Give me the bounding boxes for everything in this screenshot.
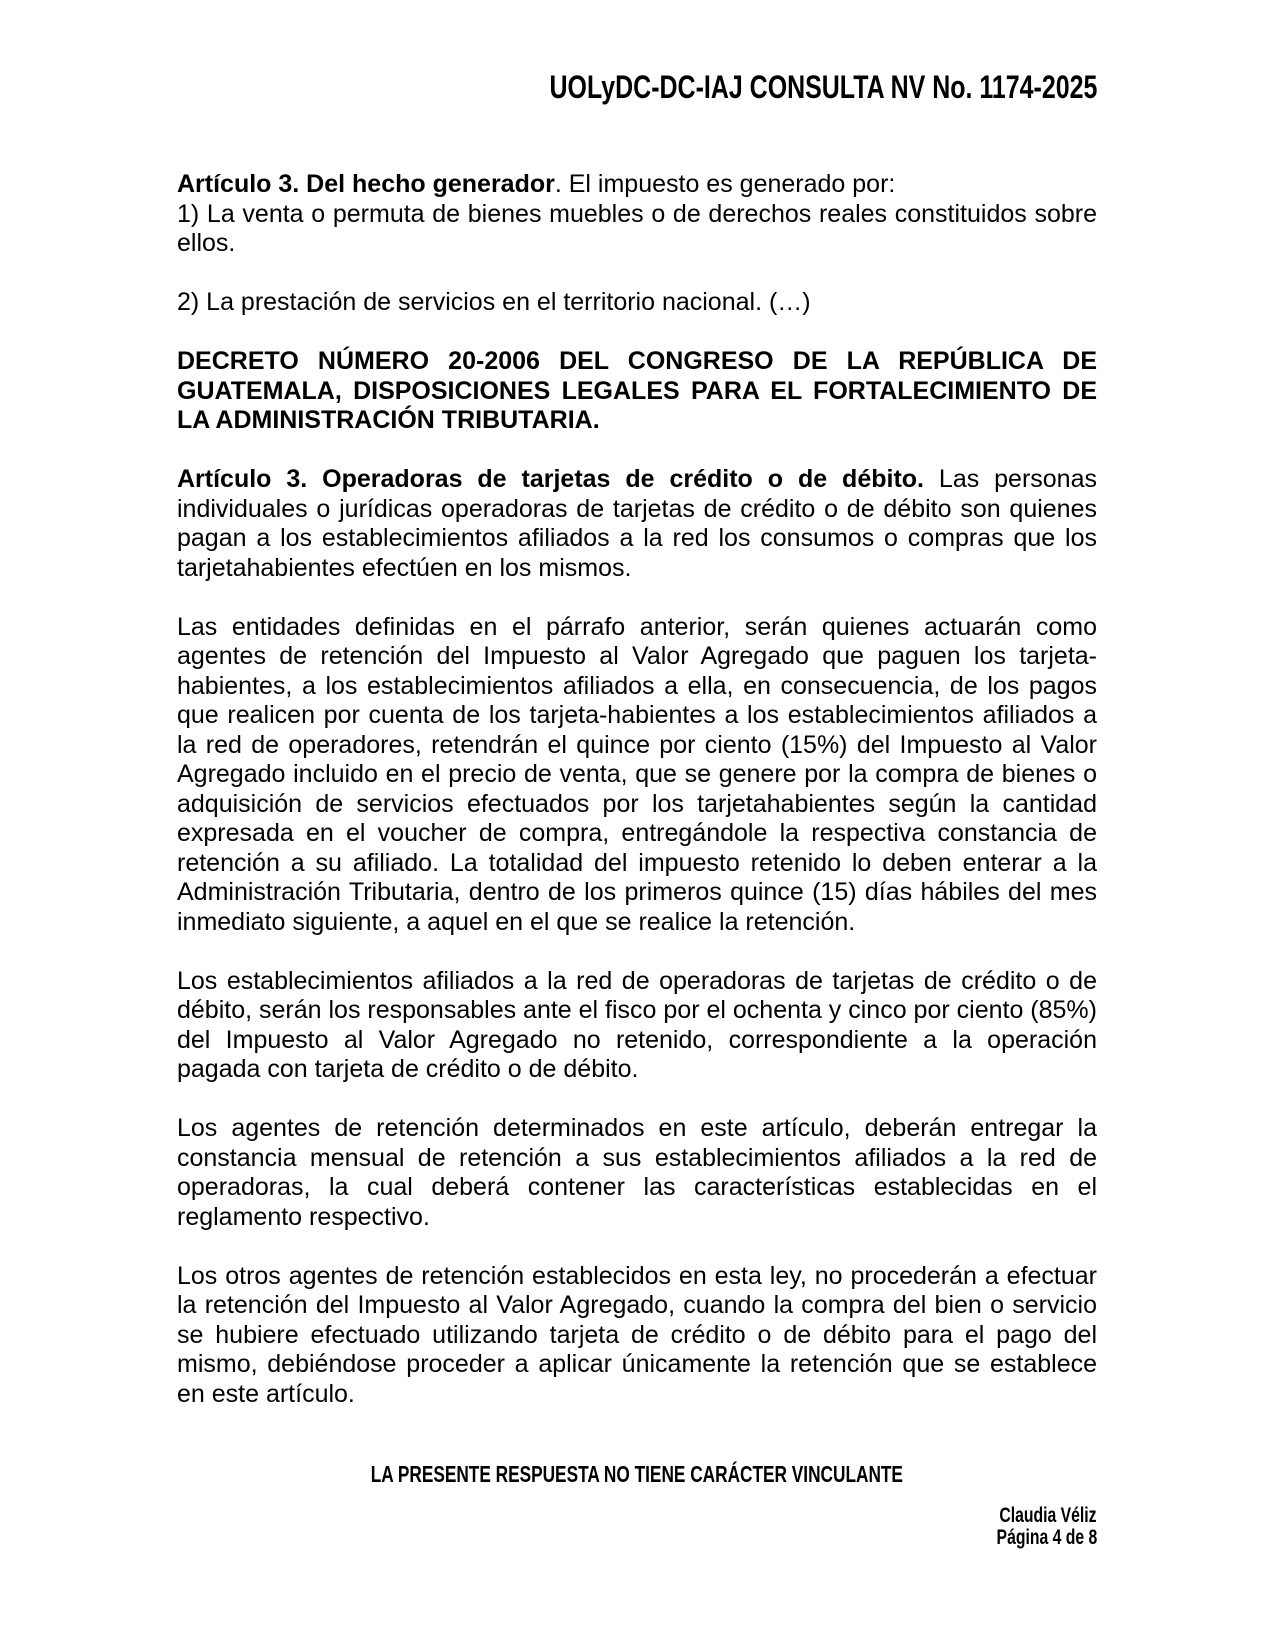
article-operadoras-title: Artículo 3. Operadoras de tarjetas de crédito o de débito. <box>177 465 924 493</box>
decree-heading: DECRETO NÚMERO 20-2006 DEL CONGRESO DE LA REPÚBLICA DE GUATEMALA, DISPOSICIONES LEGALES PARA EL FORTALECIMIENTO DE LA ADMINISTRACIÓN TRIBUTARIA. <box>177 347 1097 434</box>
list-item-1: 1) La venta o permuta de bienes muebles o de derechos reales constituidos sobre ellos. <box>177 199 1097 257</box>
signature-name: Claudia Véliz <box>999 1504 1097 1527</box>
footer-signature-block <box>177 1505 1097 1549</box>
footer-disclaimer <box>177 1462 1097 1487</box>
document-header <box>177 70 1097 104</box>
article-operadoras-paragraph <box>177 465 1097 583</box>
article-hecho-generador-heading <box>177 170 1097 200</box>
paragraph-otros-agentes: Los otros agentes de retención establecidos en esta ley, no procederán a efectuar la retención del Impuesto al Valor Agregado, cuando la compra del bien o servicio se hubiere efectuado utilizando tarjeta de crédito o de débito para el pago del mismo, debiéndose proceder a aplicar únicamente la retención que se establece en este artículo. <box>177 1261 1097 1408</box>
disclaimer-text: LA PRESENTE RESPUESTA NO TIENE CARÁCTER VINCULANTE <box>370 1461 904 1487</box>
article-hecho-generador-title: Artículo 3. Del hecho generador <box>177 170 555 198</box>
page-number: Página 4 de 8 <box>996 1526 1097 1549</box>
list-item-2: 2) La prestación de servicios en el territorio nacional. (…) <box>177 288 811 316</box>
article-hecho-generador-intro: . El impuesto es generado por: <box>554 170 896 198</box>
paragraph-establecimientos: Los establecimientos afiliados a la red de operadoras de tarjetas de crédito o de débito, serán los responsables ante el fisco por el ochenta y cinco por ciento (85%) del Impuesto al Valor Agregado no retenido, correspondiente a la operación pagada con tarjeta de crédito o de débito. <box>177 966 1097 1083</box>
paragraph-entidades: Las entidades definidas en el párrafo anterior, serán quienes actuarán como agentes de retención del Impuesto al Valor Agregado que paguen los tarjeta-habientes, a los establecimientos afiliados a ella, en consecuencia, de los pagos que realicen por cuenta de los tarjeta-habientes a los establecimientos afiliados a la red de operadores, retendrán el quince por ciento (15%) del Impuesto al Valor Agregado incluido en el precio de venta, que se genere por la compra de bienes o adquisición de servicios efectuados por los tarjetahabientes según la cantidad expresada en el voucher de compra, entregándole la respectiva constancia de retención a su afiliado. La totalidad del impuesto retenido lo deben enterar a la Administración Tributaria, dentro de los primeros quince (15) días hábiles del mes inmediato siguiente, a aquel en el que se realice la retención. <box>177 612 1097 936</box>
article-operadoras-text: Las personas individuales o jurídicas operadoras de tarjetas de crédito o de débito son quienes pagan a los establecimientos afiliados a la red los consumos o compras que los tarjetahabientes efectúen en los mismos. <box>177 465 1097 582</box>
paragraph-agentes: Los agentes de retención determinados en este artículo, deberán entregar la constancia mensual de retención a sus establecimientos afiliados a la red de operadoras, la cual deberá contener las características establecidas en el reglamento respectivo. <box>177 1114 1097 1231</box>
document-body <box>177 170 1097 1409</box>
document-reference-number: UOLyDC-DC-IAJ CONSULTA NV No. 1174-2025 <box>549 69 1097 105</box>
